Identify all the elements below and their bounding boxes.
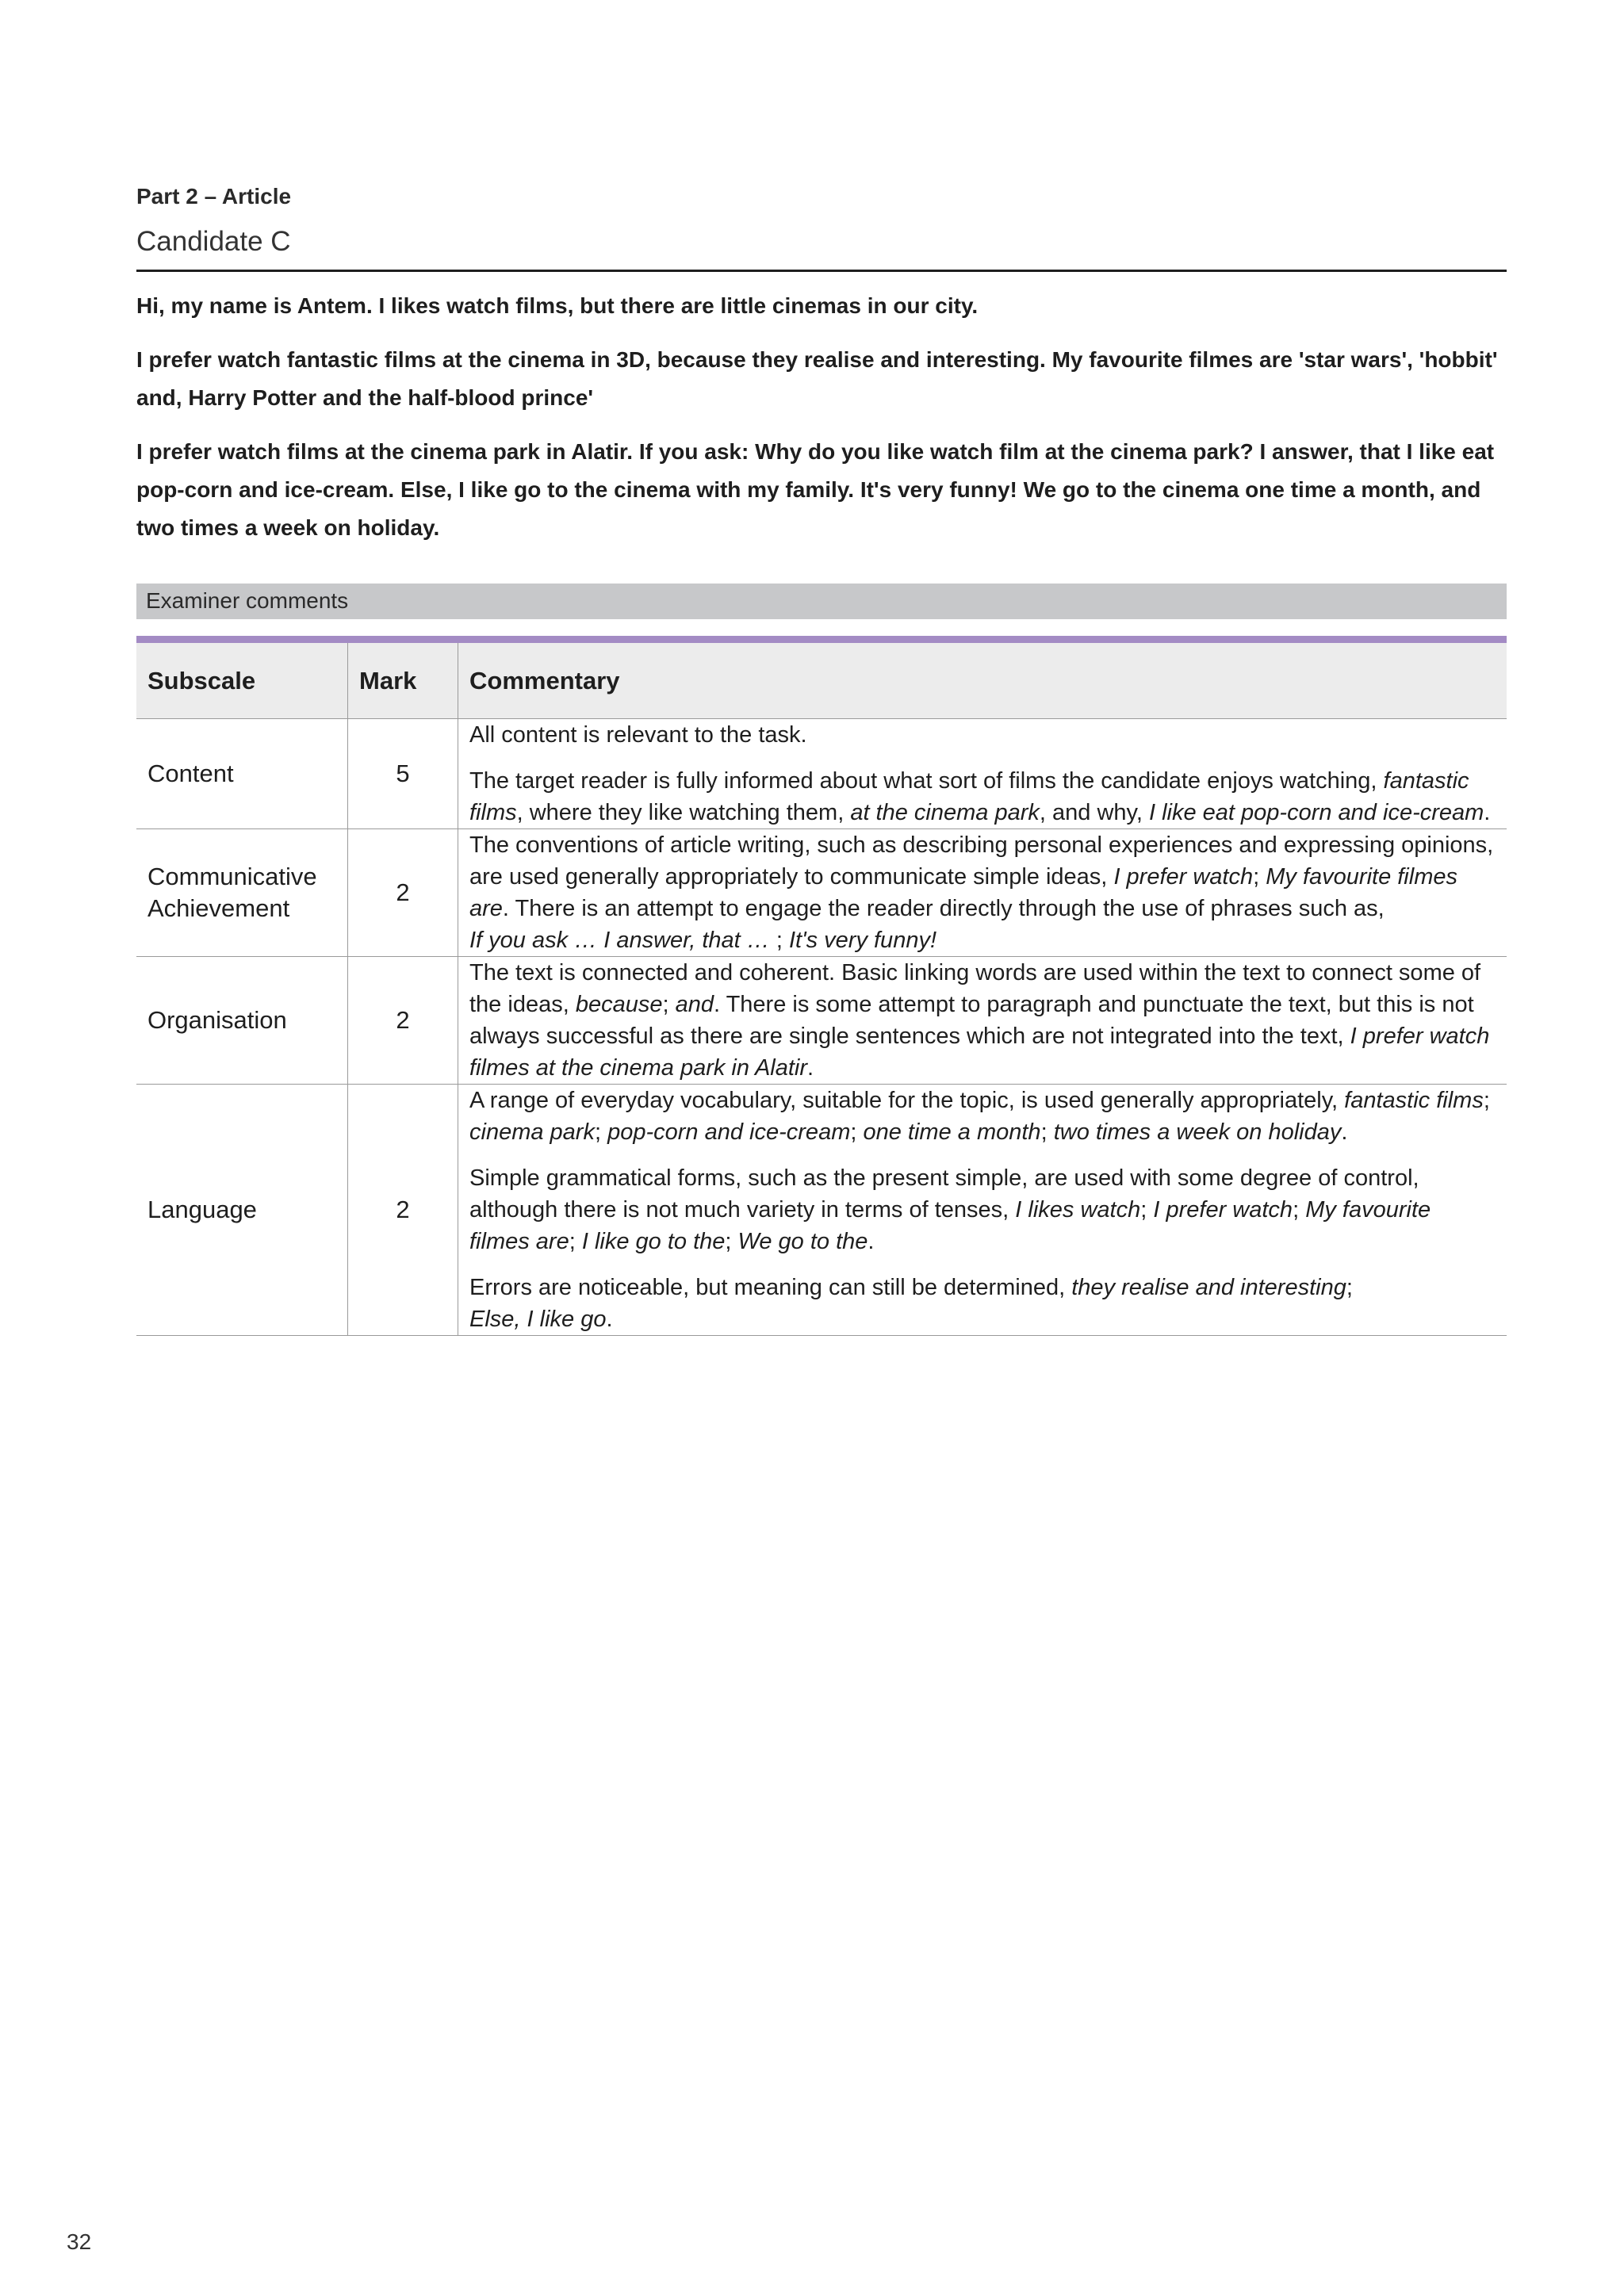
quoted-example: at the cinema park bbox=[850, 800, 1040, 825]
commentary-cell bbox=[458, 1085, 1507, 1336]
table-header-row bbox=[136, 643, 1507, 719]
commentary-paragraph: The target reader is fully informed about what sort of films the candidate enjoys watching, fantastic films, where they like watching them, at the cinema park, and why, I like eat pop-corn and ice-cream. bbox=[469, 768, 1491, 825]
examiner-comments-heading: Examiner comments bbox=[146, 588, 349, 613]
quoted-example: My favourite filmes are bbox=[469, 864, 1457, 921]
commentary-cell bbox=[458, 957, 1507, 1085]
quoted-example: pop-corn and ice-cream bbox=[607, 1119, 851, 1145]
commentary-paragraph: The text is connected and coherent. Basic linking words are used within the text to connect some of the ideas, because; and. There is some attempt to paragraph and punctuate the text, but this is not always successful as there are single sentences which are not integrated into the text, I prefer watch filmes at the cinema park in Alatir. bbox=[469, 960, 1490, 1081]
commentary-paragraph: All content is relevant to the task. bbox=[469, 722, 807, 748]
commentary-paragraph: Errors are noticeable, but meaning can still be determined, they realise and interesting; Else, I like go. bbox=[469, 1275, 1353, 1332]
quoted-example: Else, I like go bbox=[469, 1307, 607, 1332]
table-row bbox=[136, 829, 1507, 957]
essay-paragraph: I prefer watch fantastic films at the cinema in 3D, because they realise and interesting. My favourite filmes are 'star wars', 'hobbit' and, Harry Potter and the half-blood prince' bbox=[136, 347, 1498, 410]
quoted-example: one time a month bbox=[863, 1119, 1041, 1145]
essay-paragraph: I prefer watch films at the cinema park in Alatir. If you ask: Why do you like watch film at the cinema park? I answer, that I like eat pop-corn and ice-cream. Else, I like go to the cinema with my family. It's very funny! We go to the cinema one time a month, and two times a week on holiday. bbox=[136, 439, 1495, 540]
quoted-example: My favourite filmes are bbox=[469, 1197, 1431, 1254]
examiner-comments-bar bbox=[136, 584, 1507, 619]
subscale-cell: Content bbox=[136, 719, 348, 829]
commentary-paragraph: The conventions of article writing, such as describing personal experiences and expressing opinions, are used generally appropriately to communicate simple ideas, I prefer watch; My favourite filmes are. There is an attempt to engage the reader directly through the use of phrases such as, If you ask … I answer, that … ; It's very funny! bbox=[469, 832, 1494, 953]
quoted-example: because bbox=[575, 992, 663, 1017]
essay-paragraph: Hi, my name is Antem. I likes watch films, but there are little cinemas in our city. bbox=[136, 293, 979, 318]
quoted-example: and bbox=[675, 992, 714, 1017]
commentary-cell bbox=[458, 829, 1507, 957]
subscale-cell: Language bbox=[136, 1085, 348, 1336]
candidate-essay bbox=[136, 287, 1507, 563]
quoted-example: I likes watch bbox=[1015, 1197, 1141, 1223]
quoted-example: I prefer watch bbox=[1153, 1197, 1293, 1223]
quoted-example: fantastic films bbox=[469, 768, 1469, 825]
subscale-cell: Organisation bbox=[136, 957, 348, 1085]
candidate-title: Candidate C bbox=[136, 226, 291, 257]
quoted-example: fantastic films bbox=[1344, 1088, 1484, 1113]
table-accent-rule bbox=[136, 636, 1507, 643]
subscale-cell: Communicative Achievement bbox=[136, 829, 348, 957]
quoted-example: It's very funny! bbox=[788, 928, 937, 953]
table-row bbox=[136, 719, 1507, 829]
header-divider bbox=[136, 270, 1507, 272]
commentary-paragraph: A range of everyday vocabulary, suitable for the topic, is used generally appropriately, fantastic films; cinema park; pop-corn and ice-cream; one time a month; two times a week on holiday. bbox=[469, 1088, 1490, 1145]
quoted-example: We go to the bbox=[737, 1229, 868, 1254]
quoted-example: I prefer watch filmes at the cinema park in Alatir bbox=[469, 1024, 1490, 1081]
table-row bbox=[136, 1085, 1507, 1336]
commentary-paragraph: Simple grammatical forms, such as the present simple, are used with some degree of control, although there is not much variety in terms of tenses, I likes watch; I prefer watch; My favourite filmes are; I like go to the; We go to the. bbox=[469, 1165, 1431, 1254]
marking-table bbox=[136, 643, 1507, 1336]
mark-cell: 2 bbox=[348, 1085, 458, 1336]
commentary-cell bbox=[458, 719, 1507, 829]
table-row bbox=[136, 957, 1507, 1085]
subscale-header: Subscale bbox=[136, 643, 348, 719]
quoted-example: I prefer watch bbox=[1113, 864, 1254, 890]
quoted-example: I like go to the bbox=[581, 1229, 726, 1254]
quoted-example: I like eat pop-corn and ice-cream bbox=[1148, 800, 1484, 825]
mark-cell: 2 bbox=[348, 829, 458, 957]
commentary-header: Commentary bbox=[458, 643, 1507, 719]
quoted-example: they realise and interesting bbox=[1071, 1275, 1346, 1300]
quoted-example: two times a week on holiday bbox=[1053, 1119, 1342, 1145]
mark-header: Mark bbox=[348, 643, 458, 719]
page-number: 32 bbox=[67, 2229, 92, 2254]
quoted-example: If you ask … I answer, that … bbox=[469, 928, 770, 953]
mark-cell: 2 bbox=[348, 957, 458, 1085]
mark-cell: 5 bbox=[348, 719, 458, 829]
quoted-example: cinema park bbox=[469, 1119, 595, 1145]
section-label: Part 2 – Article bbox=[136, 184, 292, 209]
